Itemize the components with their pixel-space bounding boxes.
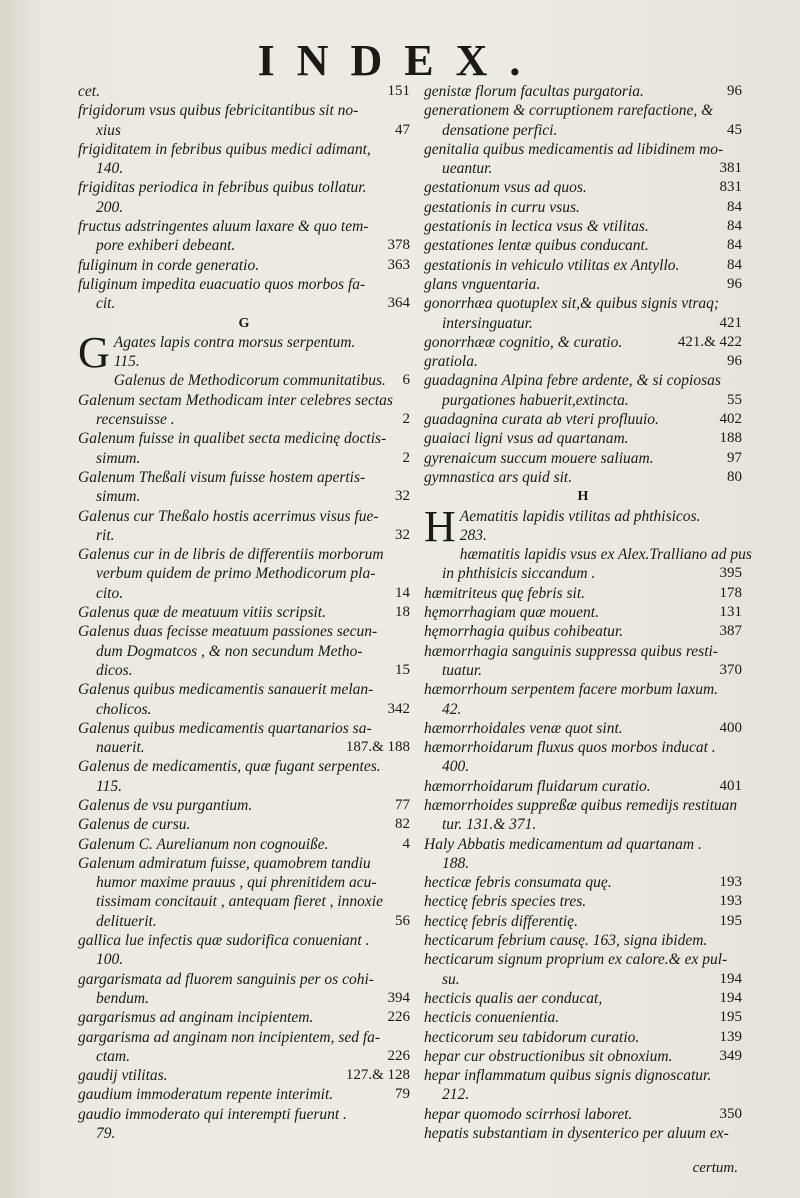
page-number: 193 [719,874,742,891]
page-number: 187.& 188 [345,739,410,756]
entry-line: frigidorum vsus quibus febricitantibus sit no- [78,102,359,120]
page-number: 364 [387,295,410,312]
entry-line: gestationis in curru vsus. [424,198,580,216]
entry-line: delituerit. [96,912,157,930]
index-entry [424,642,742,681]
index-entry [78,507,410,546]
page-number: 195 [719,1009,742,1026]
entry-line: glans vnguentaria. [424,275,541,293]
index-entry [424,198,742,217]
entry-line: Galenus de medicamentis, quæ fugant serpentes. [78,758,381,776]
index-entry [78,1105,410,1144]
page-number: 402 [719,411,742,428]
index-entry [78,680,410,719]
entry-line: hecticę febris differentię. [424,912,578,930]
index-column-left [78,82,410,1143]
index-entry [78,931,410,970]
page-number: 831 [719,179,742,196]
entry-line: Aematitis lapidis vtilitas ad phthisicos. [459,507,701,525]
entry-line: 115. [113,353,140,371]
index-entry [78,327,410,377]
index-entry [424,1028,742,1047]
index-column-right [424,82,752,1143]
page-number: 4 [402,835,410,852]
entry-line: su. [442,970,460,988]
entry-line: hæmorrhoidarum fluidarum curatio. [424,777,651,795]
index-entry [78,391,410,430]
entry-line: 42. [442,700,462,718]
entry-line: gargarisma ad anginam non incipientem, sed fa- [78,1028,381,1046]
page-number: 6 [402,372,410,389]
index-entry [424,584,742,603]
entry-line: cet. [78,83,100,100]
index-entry [424,275,742,294]
entry-line: gonorrhæa quotuplex sit,& quibus signis vtraq; [424,295,720,313]
catchword: certum. [692,1160,738,1176]
entry-line: 115. [96,777,122,795]
entry-line: densatione perfici. [442,121,558,139]
index-entry [78,256,410,275]
entry-line: pore exhiberi debeant. [96,237,236,255]
entry-line: fuliginum in corde generatio. [78,256,260,274]
entry-line: hæmorrhoum serpentem facere morbum laxum. [424,681,719,699]
entry-line: gargarismata ad fluorem sanguinis per os cohi- [78,970,374,988]
entry-line: hæmorrhoidales venæ quot sint. [424,719,623,737]
entry-line: guadagnina curata ab vteri profluuio. [424,411,659,429]
page-number: 32 [395,526,410,543]
page-number: 194 [719,989,742,1006]
drop-capital: G [78,327,110,377]
entry-line: hecticis conuenientia. [424,1009,560,1027]
index-entry [424,333,742,352]
index-entry [424,217,742,236]
page-number: 32 [395,488,410,505]
index-entry [424,1105,742,1124]
index-entry [424,545,752,584]
page-number: 395 [719,565,742,582]
index-entry [78,545,410,603]
page-number: 96 [727,83,742,99]
entry-line: humor maxime prauus , qui phrenitidem acu- [96,874,377,892]
section-letter: H [577,489,589,505]
index-entry [424,738,742,777]
entry-line: Galenum fuisse in qualibet secta medicinę doctis- [78,430,387,448]
page-number: 79 [395,1086,410,1103]
entry-line: Galenus quibus medicamentis quartanarios sa- [78,719,372,737]
running-head: INDEX. [257,36,543,85]
entry-line: cholicos. [96,700,152,718]
page-number: 342 [387,700,410,717]
entry-line: Galenum admiratum fuisse, quamobrem tandiu [78,854,371,872]
index-entry [424,912,742,931]
index-entry [424,796,742,835]
page-number: 84 [727,256,742,273]
entry-line: hæmorrhoidarum fluxus quos morbos inducat . [424,739,716,757]
entry-line: gaudio immoderato qui interempti fuerunt . [78,1105,347,1123]
page-number: 47 [395,121,410,138]
page-number: 188 [719,430,742,447]
page-number: 77 [395,796,410,813]
entry-line: fuliginum impedita euacuatio quos morbos fa- [78,275,366,293]
entry-line: gaudium immoderatum repente interimit. [78,1086,334,1104]
entry-line: dicos. [96,661,133,679]
index-entry [78,1028,410,1067]
entry-line: gallica lue infectis quæ sudorifica conueniant . [78,932,370,950]
index-entry [78,815,410,834]
index-entry [78,622,410,680]
index-entry [78,429,410,468]
page-number: 56 [395,912,410,929]
index-entry [78,970,410,1009]
entry-line: gestationis in lectica vsus & vtilitas. [424,218,649,236]
index-entry [424,468,742,487]
index-entry [78,140,410,179]
entry-line: hepatis substantiam in dysenterico per aluum ex- [424,1125,729,1143]
index-entry [424,1008,742,1027]
index-entry [78,178,410,217]
index-entry [424,101,742,140]
index-entry [78,1085,410,1104]
entry-line: hęmorrhagia quibus cohibeatur. [424,623,624,641]
index-entry [78,101,410,140]
entry-line: gestationis in vehiculo vtilitas ex Antyllo. [424,256,680,274]
index-entry [78,854,410,931]
entry-line: genitalia quibus medicamentis ad libidinem mo- [424,140,724,158]
index-entry [424,931,742,950]
page-number: 82 [395,816,410,833]
page-number: 2 [402,449,410,466]
page-number: 378 [387,237,410,254]
entry-line: gratiola. [424,353,478,371]
entry-line: guadagnina Alpina febre ardente, & si copiosas [424,372,721,390]
entry-line: gestationum vsus ad quos. [424,179,587,197]
index-entry [424,236,742,255]
section-letter: G [238,315,250,331]
index-entry [424,294,742,333]
entry-line: Haly Abbatis medicamentum ad quartanam . [424,835,702,853]
page-number: 363 [387,256,410,273]
entry-line: frigiditas periodica in febribus quibus tollatur. [78,179,367,197]
entry-line: hecticarum febrium causę. 163, signa ibidem. [424,932,708,950]
index-entry [424,680,742,719]
entry-line: hecticæ febris consumata quę. [424,874,612,892]
index-entry [424,178,742,197]
entry-line: 200. [96,198,124,216]
page-number: 178 [719,584,742,601]
entry-line: gyrenaicum succum mouere saliuam. [424,449,654,467]
index-entry [78,719,410,758]
page-number: 350 [719,1105,742,1122]
entry-line: bendum. [96,989,149,1007]
index-entry [78,603,410,622]
index-entry [78,217,410,256]
entry-line: 140. [96,160,124,178]
entry-line: 212. [442,1086,470,1104]
entry-line: dum Dogmatcos , & non secundum Metho- [96,642,363,660]
page-number: 349 [719,1047,742,1064]
index-entry [424,449,742,468]
page-number: 131 [719,604,742,621]
page-number: 370 [719,661,742,678]
entry-line: 400. [442,758,470,776]
index-entry [424,501,742,551]
entry-line: hepar cur obstructionibus sit obnoxium. [424,1047,673,1065]
index-entry [424,835,742,874]
entry-line: hecticarum signum proprium ex calore.& ex pul- [424,951,728,969]
entry-line: hecticis qualis aer conducat, [424,989,603,1007]
entry-line: hæmorrhagia sanguinis suppressa quibus resti- [424,642,718,660]
page-number: 127.& 128 [345,1067,410,1084]
page-number: 387 [719,623,742,640]
entry-line: hæmatitis lapidis vsus ex Alex.Tralliano ad pus [459,546,752,564]
page-number: 96 [727,353,742,370]
entry-line: rit. [96,526,115,544]
index-entry [424,256,742,275]
entry-line: hepar quomodo scirrhosi laboret. [424,1105,633,1123]
entry-line: 283. [459,526,487,544]
entry-line: tissimam concitauit , antequam fieret , innoxie [96,893,383,911]
entry-line: verbum quidem de primo Methodicorum pla- [96,565,376,583]
entry-line: 79. [96,1125,116,1143]
entry-line: ctam. [96,1047,131,1065]
page-number: 400 [719,719,742,736]
index-entry [78,371,410,390]
entry-line: Galenus duas fecisse meatuum passiones secun- [78,623,378,641]
index-entry [424,873,742,892]
entry-line: tur. 131.& 371. [442,816,537,834]
entry-line: gymnastica ars quid sit. [424,468,573,486]
entry-line: recensuisse . [96,411,175,429]
entry-line: Galenum sectam Methodicam inter celebres sectas [78,391,393,409]
page-number: 55 [727,391,742,408]
page-number: 84 [727,198,742,215]
page-number: 84 [727,237,742,254]
index-entry [424,1124,742,1143]
page-number: 195 [719,912,742,929]
entry-line: in phthisicis siccandum . [442,565,596,583]
index-entry [424,719,742,738]
index-entry [424,989,742,1008]
index-entry [424,352,742,371]
entry-line: ueantur. [442,160,493,178]
entry-line: hepar inflammatum quibus signis dignoscatur. [424,1067,712,1085]
index-entry [424,777,742,796]
entry-line: simum. [96,488,141,506]
entry-line: hæmitriteus quę febris sit. [424,584,586,602]
drop-capital: H [424,501,456,551]
index-entry [78,1066,410,1085]
page-number: 18 [395,604,410,621]
index-entry [424,429,742,448]
index-entry [78,468,410,507]
page-number: 401 [719,777,742,794]
page-number: 193 [719,893,742,910]
entry-line: fructus adstringentes aluum laxare & quo tem- [78,218,369,236]
page-number: 15 [395,661,410,678]
page-number: 84 [727,218,742,235]
page-number: 394 [387,989,410,1006]
index-entry [424,140,742,179]
page-number: 226 [387,1009,410,1026]
entry-line: gestationes lentæ quibus conducant. [424,237,649,255]
entry-line: generationem & corruptionem rarefactione, & [424,102,714,120]
index-entry [424,410,742,429]
entry-line: guaiaci ligni vsus ad quartanam. [424,430,629,448]
index-entry [78,275,410,314]
entry-line: cit. [96,295,116,313]
entry-line: Galenus quæ de meatuum vitiis scripsit. [78,604,326,622]
page-number: 421 [719,314,742,331]
entry-line: cito. [96,584,124,602]
page-number: 97 [727,449,742,466]
entry-line: Galenus de vsu purgantium. [78,796,253,814]
page-number: 139 [719,1028,742,1045]
page-number: 226 [387,1047,410,1064]
index-entry [424,950,742,989]
page-number: 96 [727,275,742,292]
index-entry [78,835,410,854]
entry-line: Galenus quibus medicamentis sanauerit melan- [78,681,374,699]
entry-line: gargarismus ad anginam incipientem. [78,1009,314,1027]
page-number: 151 [387,83,410,99]
index-entry [78,796,410,815]
entry-line: Galenus de cursu. [78,816,191,834]
entry-line: Agates lapis contra morsus serpentum. [113,333,356,351]
entry-line: hæmorrhoides suppreßæ quibus remedijs restituan [424,796,738,814]
index-entry [424,82,742,101]
index-entry [424,1047,742,1066]
page-number: 14 [395,584,410,601]
entry-line: gaudij vtilitas. [78,1067,168,1085]
entry-line: Galenus cur in de libris de differentiis morborum [78,546,384,564]
entry-line: gonorrhææ cognitio, & curatio. [424,333,623,351]
entry-line: Galenum Theßali visum fuisse hostem apertis- [78,468,366,486]
entry-line: hecticę febris species tres. [424,893,587,911]
page-number: 45 [727,121,742,138]
entry-line: hęmorrhagiam quæ mouent. [424,604,599,622]
index-entry [424,1066,742,1105]
entry-line: purgationes habuerit,extincta. [442,391,629,409]
entry-line: 100. [96,951,124,969]
index-entry [424,622,742,641]
page-number: 381 [719,160,742,177]
index-entry [424,371,742,410]
entry-line: Galenus cur Theßalo hostis acerrimus visus fue- [78,507,379,525]
page-number: 80 [727,468,742,485]
entry-line: Galenum C. Aurelianum non cognouiße. [78,835,329,853]
entry-line: xius [96,121,121,139]
entry-line: frigiditatem in febribus quibus medici adimant, [78,140,371,158]
entry-line: Galenus de Methodicorum communitatibus. [113,372,386,390]
entry-line: simum. [96,449,141,467]
entry-line: nauerit. [96,739,145,757]
index-entry [78,1008,410,1027]
entry-line: hecticorum seu tabidorum curatio. [424,1028,640,1046]
entry-line: tuatur. [442,661,483,679]
index-entry [78,757,410,796]
page-number: 421.& 422 [677,333,742,350]
index-entry [78,82,410,101]
page-number: 194 [719,970,742,987]
entry-line: intersinguatur. [442,314,533,332]
entry-line: genistæ florum facultas purgatoria. [424,83,644,100]
page-number: 2 [402,411,410,428]
index-entry [424,603,742,622]
index-entry [424,892,742,911]
entry-line: 188. [442,854,470,872]
